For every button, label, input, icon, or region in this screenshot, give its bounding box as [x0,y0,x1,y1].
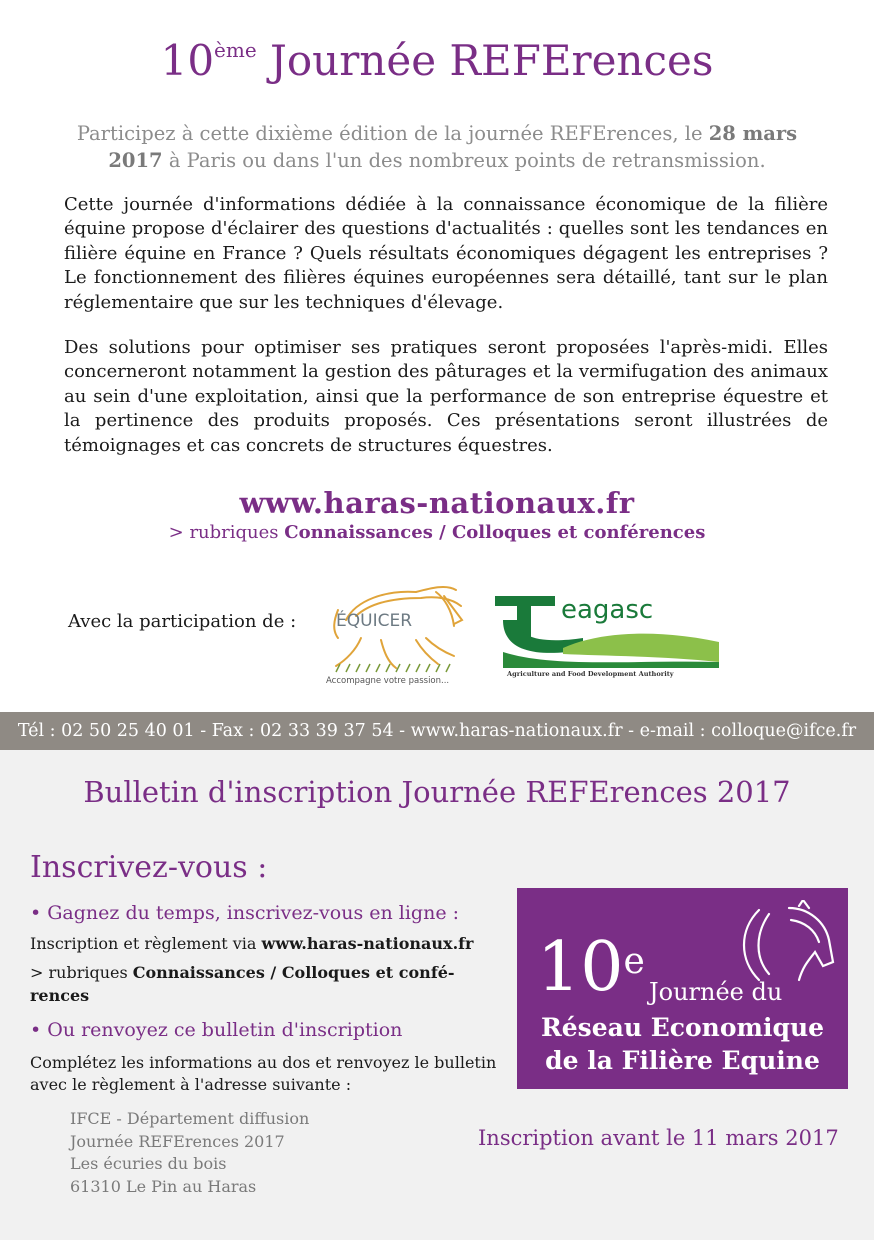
badge-line-2: de la Filière Equine [545,1046,820,1075]
address-line: IFCE - Département diffusion [70,1109,310,1128]
mail-instructions: Complétez les informations au dos et renvoyez le bulletin avec le règlement à l'adresse suivante : [30,1053,497,1094]
title-superscript: ème [214,38,257,62]
paragraph-2: Des solutions pour optimiser ses pratiques seront proposées l'après-midi. Elles concerneront notamment la gestion des pâturages et la vermifugation des animaux au sein d'une exploitation, ainsi que la performance de son entreprise équestre et la pertinence des produits proposés. Ces présentations seront illustrées de témoignages et cas concrets de structures équestres. [64,337,828,456]
equicer-name: ÉQUICER [336,611,413,631]
online-rubrique: > rubriques Connaissances / Colloques et confé-rences [30,963,455,1005]
teagasc-tagline: Agriculture and Food Development Authority [507,670,674,678]
badge-line-1: Réseau Economique [540,1013,825,1042]
equicer-tagline: Accompagne votre passion... [326,676,450,686]
online-url[interactable]: www.haras-nationaux.fr [261,934,474,953]
event-date: 28 mars 2017 [108,122,798,172]
participation-label: Avec la participation de : [68,611,297,632]
intro-text: Participez à cette dixième édition de la journée REFErences, le 28 mars 2017 à Paris ou dans l'un des nombreux points de retransmission. [76,122,798,172]
postal-address [70,1108,309,1198]
address-line: Journée REFErences 2017 [70,1131,285,1151]
horse-head-icon [729,900,839,990]
event-badge [517,888,848,1089]
title-number: 10 [160,36,215,85]
bulletin-title: Bulletin d'inscription Journée REFErences 2017 [83,775,791,809]
bullet-online: • Gagnez du temps, inscrivez-vous en ligne : [30,902,460,924]
address-line: 61310 Le Pin au Haras [70,1176,257,1196]
bullet-mail: • Ou renvoyez ce bulletin d'inscription [30,1019,403,1041]
page-title [0,36,874,85]
horse-icon [326,580,471,686]
teagasc-emblem-icon [493,590,725,680]
paragraph-1: Cette journée d'informations dédiée à la connaissance économique de la filière équine propose d'éclairer des questions d'actualités : quelles sont les tendances en filière équine en France ? Quels résultats économiques dégagent les entreprises ? Le fonctionnement des filières équines européennes sera détaillé, tant sur le plan réglementaire que sur les techniques d'élevage. [64,194,828,313]
teagasc-name: eagasc [561,595,654,625]
badge-journee: Journée du [649,978,783,1006]
equicer-logo [326,580,471,686]
inscrivez-heading: Inscrivez-vous : [30,850,268,885]
title-text: Journée REFErences [270,36,714,85]
teagasc-logo [493,590,725,680]
address-line: Les écuries du bois [70,1154,227,1173]
website-link[interactable]: www.haras-nationaux.fr [239,486,635,520]
registration-deadline: Inscription avant le 11 mars 2017 [478,1126,839,1150]
contact-bar: Tél : 02 50 25 40 01 - Fax : 02 33 39 37 54 - www.haras-nationaux.fr - e-mail : colloque@ifce.fr [0,712,874,750]
online-line: Inscription et règlement via www.haras-nationaux.fr [30,934,474,953]
badge-number: 10e [537,928,645,1007]
rubrique-line: > rubriques Connaissances / Colloques et conférences [168,522,706,543]
